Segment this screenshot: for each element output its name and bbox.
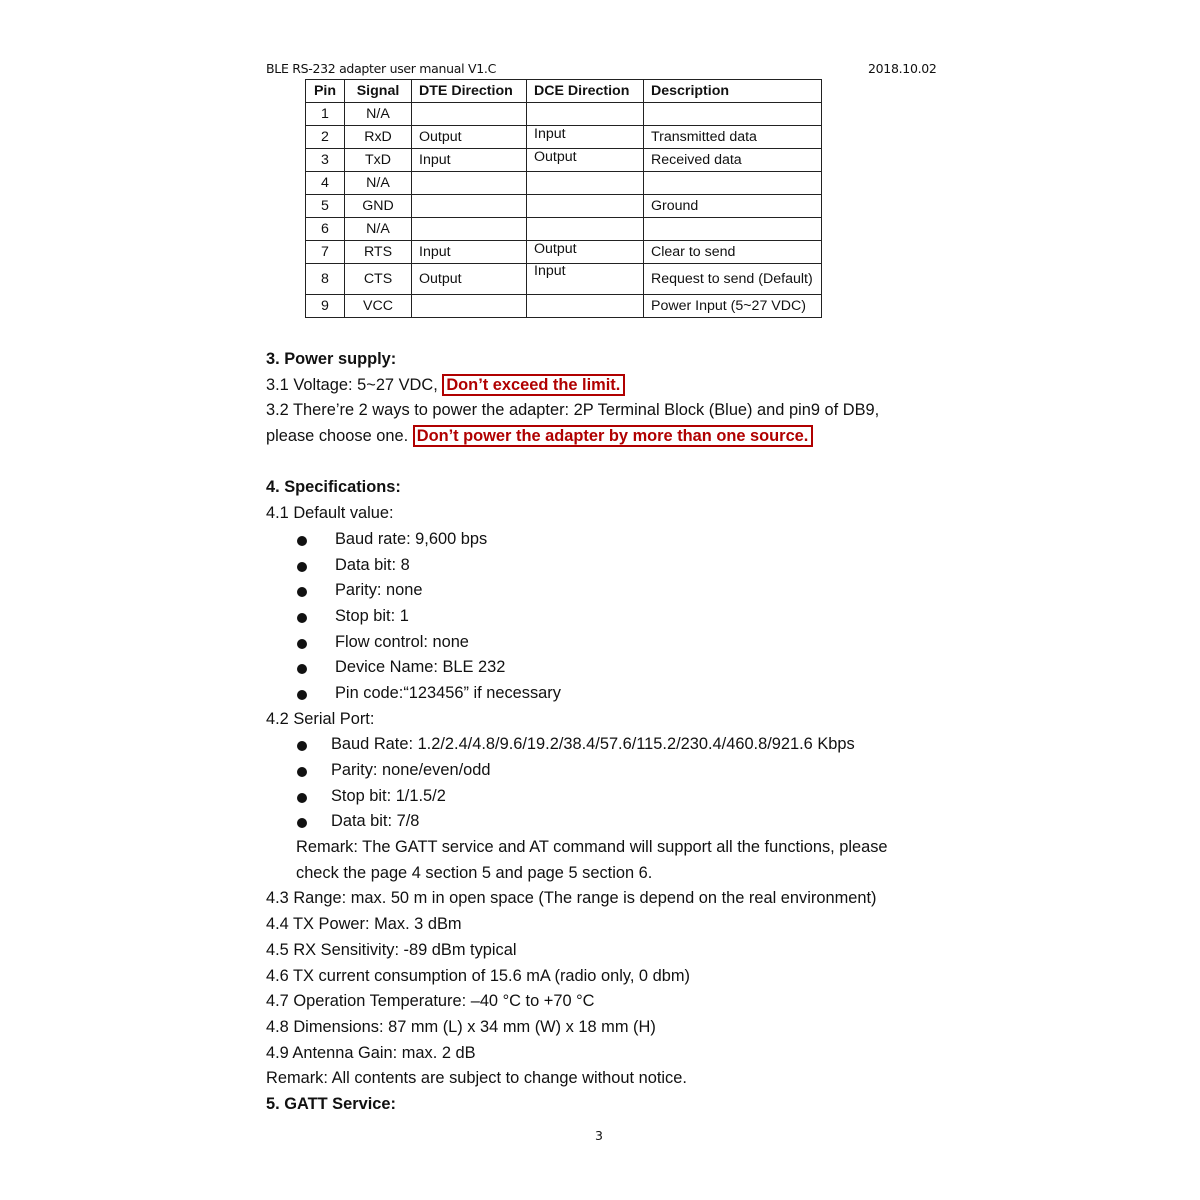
- paragraph: [266, 373, 966, 399]
- table-cell: Output: [527, 149, 644, 172]
- table-row: [306, 195, 822, 218]
- table-header-row: [306, 80, 822, 103]
- table-cell: 8: [306, 264, 345, 295]
- table-row: [306, 103, 822, 126]
- bullet-item: [266, 681, 966, 707]
- table-row: [306, 218, 822, 241]
- table-cell: [527, 195, 644, 218]
- table-cell: VCC: [345, 295, 412, 318]
- bullet-item: [266, 655, 966, 681]
- table-cell: Input: [527, 126, 644, 149]
- pin-table: [305, 79, 822, 318]
- table-cell: RTS: [345, 241, 412, 264]
- table-row: [306, 295, 822, 318]
- spec-item: 4.9 Antenna Gain: max. 2 dB: [266, 1043, 476, 1062]
- bullet-item: [266, 527, 966, 553]
- bullet-icon: [297, 613, 307, 623]
- bullet-text: Baud Rate: 1.2/2.4/4.8/9.6/19.2/38.4/57.6/115.2/230.4/460.8/921.6 Kbps: [331, 735, 855, 754]
- spec-item: 4.6 TX current consumption of 15.6 mA (radio only, 0 dbm): [266, 966, 690, 985]
- table-cell: [412, 195, 527, 218]
- warning-highlight: Don’t power the adapter by more than one source.: [413, 425, 814, 447]
- paragraph: 3.2 There’re 2 ways to power the adapter: 2P Terminal Block (Blue) and pin9 of DB9,: [266, 401, 880, 420]
- table-cell: [527, 218, 644, 241]
- spec-item: 4.3 Range: max. 50 m in open space (The range is depend on the real environment): [266, 889, 877, 908]
- table-cell: Input: [412, 149, 527, 172]
- table-cell: 3: [306, 149, 345, 172]
- bullet-item: [266, 553, 966, 579]
- subsection-heading: 4.1 Default value:: [266, 504, 394, 523]
- bullet-text: Baud rate: 9,600 bps: [335, 529, 488, 548]
- column-header: DTE Direction: [412, 80, 527, 103]
- bullet-text: Flow control: none: [335, 632, 469, 651]
- table-row: [306, 172, 822, 195]
- spec-item: 4.8 Dimensions: 87 mm (L) x 34 mm (W) x 18 mm (H): [266, 1017, 656, 1036]
- table-cell: 6: [306, 218, 345, 241]
- table-cell: 9: [306, 295, 345, 318]
- bullet-icon: [297, 587, 307, 597]
- table-cell: N/A: [345, 172, 412, 195]
- column-header: DCE Direction: [527, 80, 644, 103]
- subsection-heading: 4.2 Serial Port:: [266, 709, 375, 728]
- bullet-text: Parity: none: [335, 581, 423, 600]
- spec-item: 4.4 TX Power: Max. 3 dBm: [266, 915, 462, 934]
- column-header: Signal: [345, 80, 412, 103]
- section-heading: 5. GATT Service:: [266, 1094, 396, 1113]
- bullet-text: Device Name: BLE 232: [335, 658, 506, 677]
- table-cell: [412, 218, 527, 241]
- table-cell: Power Input (5~27 VDC): [644, 295, 822, 318]
- page-number: 3: [595, 1128, 603, 1143]
- table-cell: [527, 172, 644, 195]
- table-cell: [644, 172, 822, 195]
- table-cell: Output: [412, 126, 527, 149]
- document-title: BLE RS-232 adapter user manual V1.C: [266, 61, 496, 76]
- bullet-text: Data bit: 7/8: [331, 812, 420, 831]
- table-cell: 5: [306, 195, 345, 218]
- paragraph: [266, 424, 966, 450]
- spec-item: 4.7 Operation Temperature: –40 °C to +70 °C: [266, 992, 595, 1011]
- table-cell: 2: [306, 126, 345, 149]
- table-row: [306, 241, 822, 264]
- bullet-text: Parity: none/even/odd: [331, 761, 491, 779]
- blank-line: [266, 450, 966, 476]
- bullet-text: Stop bit: 1: [335, 606, 409, 625]
- bullet-item: [266, 784, 966, 810]
- table-cell: [412, 295, 527, 318]
- bullet-text: Stop bit: 1/1.5/2: [331, 786, 446, 805]
- remark: check the page 4 section 5 and page 5 section 6.: [296, 863, 653, 882]
- bullet-icon: [297, 767, 307, 777]
- bullet-icon: [297, 690, 307, 700]
- table-cell: [644, 103, 822, 126]
- table-cell: Clear to send: [644, 241, 822, 264]
- spec-item: 4.5 RX Sensitivity: -89 dBm typical: [266, 940, 517, 959]
- table-cell: [527, 295, 644, 318]
- table-row: [306, 149, 822, 172]
- section-heading: 3. Power supply:: [266, 350, 397, 368]
- table-cell: [644, 218, 822, 241]
- bullet-item: [266, 809, 966, 835]
- bullet-text: Data bit: 8: [335, 555, 410, 574]
- section-heading: 4. Specifications:: [266, 478, 401, 497]
- table-row: [306, 126, 822, 149]
- document-body: [266, 347, 966, 1118]
- table-cell: 4: [306, 172, 345, 195]
- table-cell: 1: [306, 103, 345, 126]
- table-cell: 7: [306, 241, 345, 264]
- remark: Remark: The GATT service and AT command will support all the functions, please: [296, 838, 888, 857]
- bullet-icon: [297, 536, 307, 546]
- column-header: Description: [644, 80, 822, 103]
- bullet-icon: [297, 741, 307, 751]
- table-cell: Ground: [644, 195, 822, 218]
- bullet-icon: [297, 562, 307, 572]
- table-cell: N/A: [345, 103, 412, 126]
- table-cell: Input: [527, 264, 644, 295]
- bullet-item: [266, 758, 966, 784]
- table-cell: [412, 172, 527, 195]
- table-cell: TxD: [345, 149, 412, 172]
- column-header: Pin: [306, 80, 345, 103]
- table-cell: Output: [527, 241, 644, 264]
- table-cell: Output: [412, 264, 527, 295]
- remark: Remark: All contents are subject to change without notice.: [266, 1069, 687, 1088]
- document-date: 2018.10.02: [868, 61, 937, 76]
- table-cell: N/A: [345, 218, 412, 241]
- bullet-item: [266, 630, 966, 656]
- voltage-text: 3.1 Voltage: 5~27 VDC,: [266, 375, 438, 394]
- table-cell: Received data: [644, 149, 822, 172]
- table-cell: GND: [345, 195, 412, 218]
- ways-text: please choose one.: [266, 427, 409, 446]
- table-cell: [527, 103, 644, 126]
- bullet-text: Pin code:“123456” if necessary: [335, 683, 561, 702]
- bullet-item: [266, 732, 966, 758]
- bullet-icon: [297, 818, 307, 828]
- table-cell: CTS: [345, 264, 412, 295]
- bullet-icon: [297, 793, 307, 803]
- bullet-item: [266, 604, 966, 630]
- table-cell: Request to send (Default): [644, 264, 822, 295]
- bullet-icon: [297, 664, 307, 674]
- table-cell: RxD: [345, 126, 412, 149]
- warning-highlight: Don’t exceed the limit.: [442, 374, 625, 396]
- bullet-icon: [297, 639, 307, 649]
- table-row: [306, 264, 822, 295]
- bullet-item: [266, 578, 966, 604]
- table-cell: Transmitted data: [644, 126, 822, 149]
- table-cell: Input: [412, 241, 527, 264]
- table-cell: [412, 103, 527, 126]
